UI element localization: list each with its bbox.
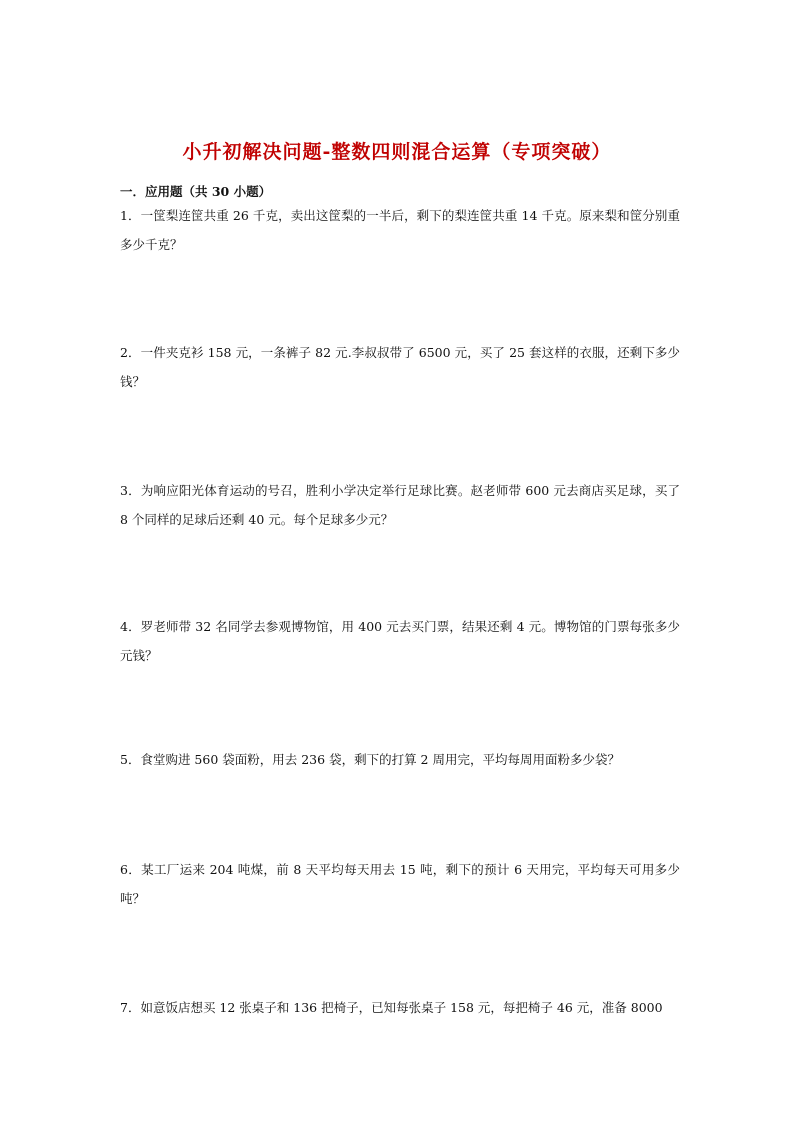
question-text: 一筐梨连筐共重 26 千克，卖出这筐梨的一半后，剩下的梨连筐共重 14 千克。原来梨和筐分别重多少千克？ bbox=[120, 208, 680, 252]
question-1 bbox=[120, 201, 680, 259]
question-number: 5． bbox=[120, 752, 141, 767]
question-number: 6． bbox=[120, 862, 142, 877]
question-text: 一件夹克衫 158 元，一条裤子 82 元.李叔叔带了 6500 元，买了 25 套这样的衣服，还剩下多少钱？ bbox=[120, 345, 681, 389]
question-3 bbox=[120, 476, 680, 534]
section-heading: 一．应用题（共 30 小题） bbox=[120, 184, 272, 199]
question-2 bbox=[120, 338, 680, 396]
question-text: 某工厂运来 204 吨煤，前 8 天平均每天用去 15 吨，剩下的预计 6 天用完，平均每天可用多少吨？ bbox=[120, 862, 680, 906]
question-5 bbox=[120, 745, 680, 774]
question-number: 2． bbox=[120, 345, 141, 360]
page-title: 小升初解决问题-整数四则混合运算（专项突破） bbox=[182, 141, 612, 163]
question-text: 罗老师带 32 名同学去参观博物馆，用 400 元去买门票，结果还剩 4 元。博物馆的门票每张多少元钱？ bbox=[120, 619, 680, 663]
question-text: 为响应阳光体育运动的号召，胜利小学决定举行足球比赛。赵老师带 600 元去商店买足球，买了 8 个同样的足球后还剩 40 元。每个足球多少元？ bbox=[120, 483, 681, 527]
question-text: 如意饭店想买 12 张桌子和 136 把椅子，已知每张桌子 158 元，每把椅子 46 元，准备 8000 bbox=[140, 1000, 663, 1015]
question-6 bbox=[120, 855, 680, 913]
question-number: 4． bbox=[120, 619, 141, 634]
question-7 bbox=[120, 993, 680, 1022]
question-text: 食堂购进 560 袋面粉，用去 236 袋，剩下的打算 2 周用完，平均每周用面粉多少袋？ bbox=[140, 752, 620, 767]
question-number: 7． bbox=[120, 1000, 141, 1015]
question-number: 3． bbox=[120, 483, 141, 498]
question-4 bbox=[120, 612, 680, 670]
question-number: 1． bbox=[120, 208, 141, 223]
